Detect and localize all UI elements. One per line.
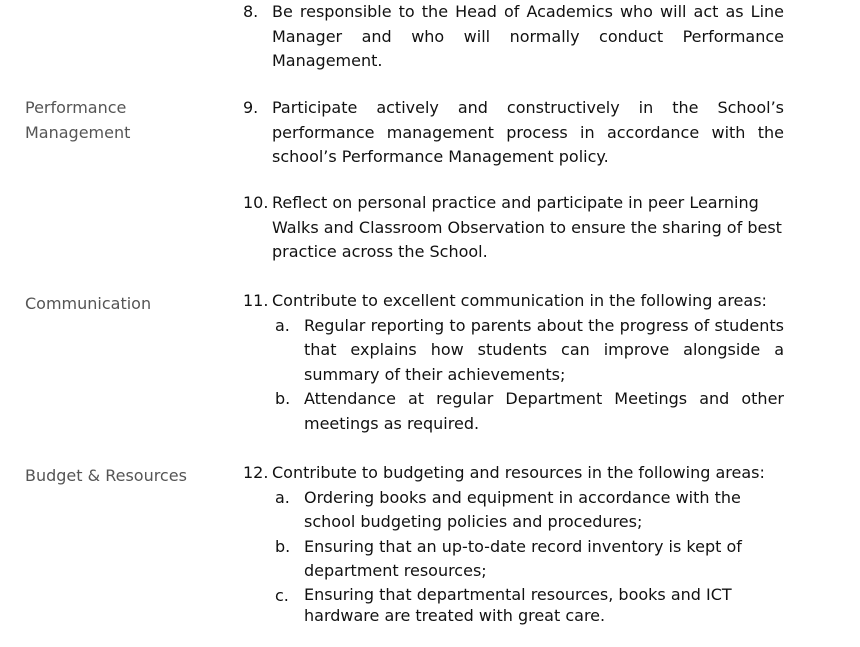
sub-item-letter: b. <box>275 536 291 556</box>
item-text: Contribute to excellent communication in the following areas: <box>272 291 767 310</box>
sub-item-text: Ensuring that departmental resources, books and ICT hardware are treated with great care. <box>304 584 732 625</box>
list-item-10 <box>243 191 784 265</box>
sub-item-12c <box>275 584 784 626</box>
section-label-budget-resources: Budget & Resources <box>25 466 187 485</box>
item-number: 10. <box>243 193 269 212</box>
list-item-12 <box>243 461 784 626</box>
sub-item-letter: a. <box>275 487 290 507</box>
sub-item-text: Ensuring that an up-to-date record inventory is kept of department resources; <box>304 536 742 580</box>
list-item-9 <box>243 96 784 170</box>
section-label-performance-management: Performance Management <box>25 98 131 142</box>
item-text: Participate actively and constructively in the School’s performance management process in accordance with the school’s Performance Management policy. <box>272 98 784 166</box>
item-text: Contribute to budgeting and resources in the following areas: <box>272 463 765 482</box>
sub-item-11b <box>275 387 784 436</box>
sub-item-letter: b. <box>275 389 291 408</box>
item-text: Reflect on personal practice and participate in peer Learning Walks and Classroom Observation to ensure the sharing of best practice across the School. <box>272 193 782 261</box>
item-number: 8. <box>243 2 259 21</box>
sub-item-letter: a. <box>275 315 290 335</box>
item-number: 9. <box>243 98 259 117</box>
list-item-8 <box>243 0 784 74</box>
section-label-communication: Communication <box>25 294 152 313</box>
sub-item-letter: c. <box>275 585 289 605</box>
item-number: 11. <box>243 291 269 310</box>
sub-item-text: Regular reporting to parents about the progress of students that explains how students can improve alongside a summary of their achievements; <box>304 315 784 384</box>
sub-item-text: Ordering books and equipment in accordance with the school budgeting policies and procedures; <box>304 487 741 531</box>
sub-item-12b <box>275 535 784 584</box>
list-item-11 <box>243 289 784 436</box>
sub-item-11a <box>275 314 784 388</box>
item-text: Be responsible to the Head of Academics who will act as Line Manager and who will normally conduct Performance Management. <box>272 2 784 70</box>
sub-item-text: Attendance at regular Department Meetings and other meetings as required. <box>304 389 784 433</box>
sub-item-12a <box>275 486 784 535</box>
item-number: 12. <box>243 463 269 482</box>
